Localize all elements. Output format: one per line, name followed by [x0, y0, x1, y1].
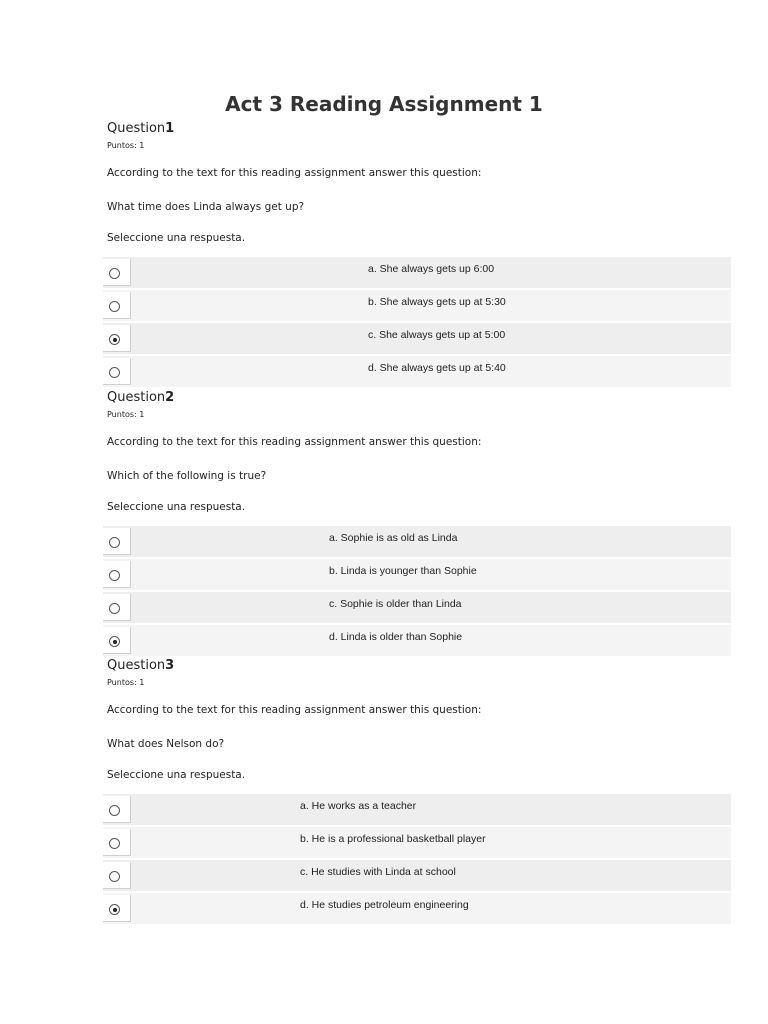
answer-option[interactable] — [103, 356, 731, 387]
answer-option[interactable] — [103, 893, 731, 924]
answer-list — [103, 257, 731, 389]
radio-button[interactable] — [109, 805, 120, 816]
answer-label: c. Sophie is older than Linda — [329, 598, 462, 610]
question-intro: According to the text for this reading assignment answer this question: — [107, 704, 482, 716]
answer-label: c. She always gets up at 5:00 — [368, 329, 506, 341]
answer-prompt: Seleccione una respuesta. — [107, 232, 246, 244]
answer-option[interactable] — [103, 257, 731, 288]
radio-button[interactable] — [109, 367, 120, 378]
question-points: Puntos: 1 — [107, 410, 145, 419]
question-number: 1 — [165, 121, 175, 136]
question-label: Question — [107, 658, 166, 673]
radio-cell — [103, 528, 131, 555]
radio-button[interactable] — [109, 636, 120, 647]
question-intro: According to the text for this reading assignment answer this question: — [107, 167, 482, 179]
radio-cell — [103, 796, 131, 823]
radio-cell — [103, 895, 131, 922]
question-text: What time does Linda always get up? — [107, 201, 305, 213]
radio-button[interactable] — [109, 570, 120, 581]
question-heading — [107, 120, 731, 138]
answer-label: a. He works as a teacher — [300, 800, 417, 812]
question-3 — [103, 657, 731, 911]
question-heading — [107, 389, 731, 407]
radio-button[interactable] — [109, 603, 120, 614]
answer-option[interactable] — [103, 559, 731, 590]
question-2 — [103, 389, 731, 643]
answer-option[interactable] — [103, 794, 731, 825]
radio-cell — [103, 862, 131, 889]
question-heading — [107, 657, 731, 675]
radio-button[interactable] — [109, 537, 120, 548]
question-1 — [103, 120, 731, 374]
answer-option[interactable] — [103, 526, 731, 557]
question-intro: According to the text for this reading assignment answer this question: — [107, 436, 482, 448]
answer-prompt: Seleccione una respuesta. — [107, 501, 246, 513]
radio-button[interactable] — [109, 268, 120, 279]
radio-cell — [103, 259, 131, 286]
question-number: 3 — [165, 658, 175, 673]
answer-label: b. He is a professional basketball player — [300, 833, 486, 845]
radio-cell — [103, 594, 131, 621]
question-text: Which of the following is true? — [107, 470, 267, 482]
question-number: 2 — [165, 390, 175, 405]
radio-button[interactable] — [109, 334, 120, 345]
answer-prompt: Seleccione una respuesta. — [107, 769, 246, 781]
answer-label: c. He studies with Linda at school — [300, 866, 456, 878]
question-text: What does Nelson do? — [107, 738, 225, 750]
answer-label: a. Sophie is as old as Linda — [329, 532, 458, 544]
radio-cell — [103, 561, 131, 588]
radio-button[interactable] — [109, 871, 120, 882]
answer-option[interactable] — [103, 827, 731, 858]
question-label: Question — [107, 121, 166, 136]
answer-label: d. He studies petroleum engineering — [300, 899, 469, 911]
radio-cell — [103, 292, 131, 319]
radio-button[interactable] — [109, 904, 120, 915]
answer-option[interactable] — [103, 323, 731, 354]
radio-cell — [103, 358, 131, 385]
answer-option[interactable] — [103, 860, 731, 891]
question-points: Puntos: 1 — [107, 141, 145, 150]
answer-label: b. Linda is younger than Sophie — [329, 565, 477, 577]
answer-label: d. She always gets up at 5:40 — [368, 362, 506, 374]
answer-list — [103, 526, 731, 658]
page-title: Act 3 Reading Assignment 1 — [225, 92, 543, 116]
answer-option[interactable] — [103, 592, 731, 623]
radio-button[interactable] — [109, 301, 120, 312]
radio-cell — [103, 829, 131, 856]
radio-cell — [103, 627, 131, 654]
answer-label: b. She always gets up at 5:30 — [368, 296, 506, 308]
answer-list — [103, 794, 731, 926]
answer-label: d. Linda is older than Sophie — [329, 631, 463, 643]
answer-label: a. She always gets up 6:00 — [368, 263, 495, 275]
question-points: Puntos: 1 — [107, 678, 145, 687]
answer-option[interactable] — [103, 625, 731, 656]
radio-button[interactable] — [109, 838, 120, 849]
radio-cell — [103, 325, 131, 352]
question-label: Question — [107, 390, 166, 405]
answer-option[interactable] — [103, 290, 731, 321]
